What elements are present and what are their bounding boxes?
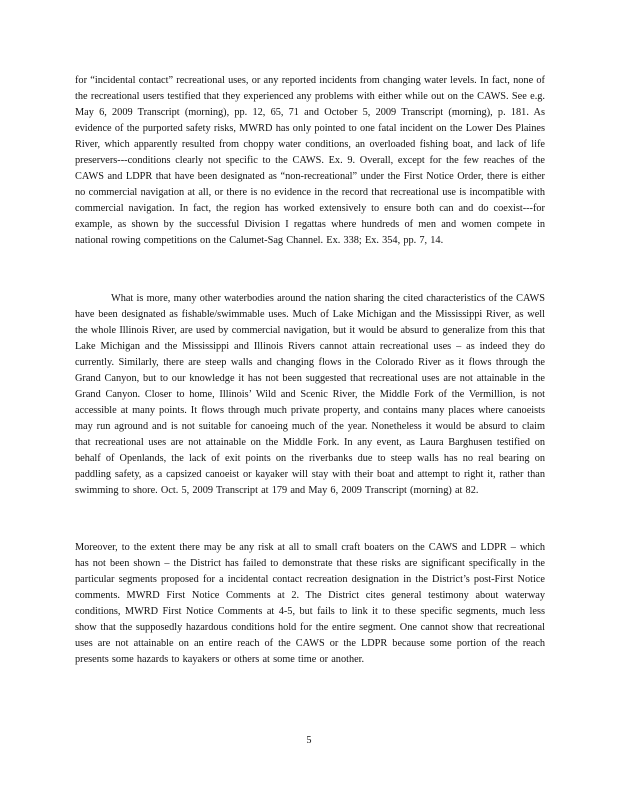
paragraph-3: Moreover, to the extent there may be any risk at all to small craft boaters on the CAWS and LDPR – which has not been shown – the District has failed to demonstrate that these risks are significant specifically in the particular segments proposed for a incidental contact recreation designation in the District’s post-First Notice comments. MWRD First Notice Comments at 2. The District cites general testimony about waterway conditions, MWRD First Notice Comments at 4-5, but fails to link it to these specific segments, much less show that the supposedly hazardous conditions hold for the entire segment. One cannot show that recreational uses are not attainable on an entire reach of the CAWS or the LDPR because some portion of the reach presents some hazards to kayakers or others at some time or another. (75, 542, 545, 665)
paragraph-2: What is more, many other waterbodies around the nation sharing the cited characteristics of the CAWS have been designated as fishable/swimmable uses. Much of Lake Michigan and the Mississippi River, as well the whole Illinois River, are used by commercial navigation, but it would be absurd to generalize from this that Lake Michigan and the Mississippi and Illinois Rivers cannot attain recreational uses – as indeed they do currently. Similarly, there are steep walls and changing flows in the Colorado River as it flows through the Grand Canyon, but to our knowledge it has not been suggested that recreational uses are not attainable in the Grand Canyon. Closer to home, Illinois’ Wild and Scenic River, the Middle Fork of the Vermillion, is not accessible at many points. It flows through much private property, and contains many places where canoeists may run aground and is not suitable for canoeing much of the year. Nonetheless it would be absurd to claim that recreational uses are not attainable on the Middle Fork. In any event, as Laura Barghusen testified on behalf of Openlands, the lack of exit points on the riverbanks due to steep walls has no real bearing on paddling safety, as a capsized canoeist or kayaker will stay with their boat and attempt to right it, rather than swimming to shore. Oct. 5, 2009 Transcript at 179 and May 6, 2009 Transcript (morning) at 82. (75, 293, 545, 496)
page-number: 5 (306, 735, 312, 746)
paragraph-1: for “incidental contact” recreational uses, or any reported incidents from changing water levels. In fact, none of the recreational users testified that they experienced any problems with either while out on the CAWS. See e.g. May 6, 2009 Transcript (morning), pp. 12, 65, 71 and October 5, 2009 Transcript (morning), p. 181. As evidence of the purported safety risks, MWRD has only pointed to one fatal incident on the Lower Des Plaines River, which apparently resulted from choppy water conditions, an overloaded fishing boat, and lack of life preservers---conditions clearly not specific to the CAWS. Ex. 9. Overall, except for the few reaches of the CAWS and LDPR that have been designated as “non-recreational” under the First Notice Order, there is either no commercial navigation at all, or there is no evidence in the record that recreational use is incompatible with commercial navigation. In fact, the region has worked extensively to ensure both can and do coexist---for example, as shown by the successful Division I regattas where hundreds of men and women compete in national rowing competitions on the Calumet-Sag Channel. Ex. 338; Ex. 354, pp. 7, 14. (75, 75, 545, 246)
